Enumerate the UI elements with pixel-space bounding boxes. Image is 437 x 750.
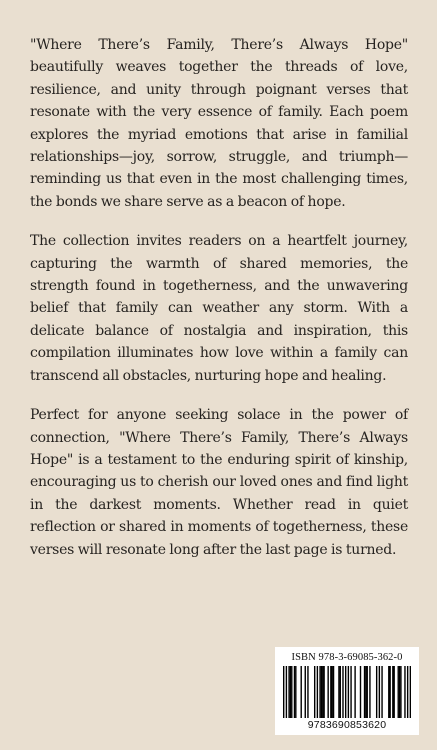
barcode-bar bbox=[354, 666, 355, 718]
isbn-number: 9783690853620 bbox=[307, 719, 387, 731]
barcode-bar bbox=[340, 666, 341, 718]
barcode-bar bbox=[350, 666, 351, 718]
barcode-bar bbox=[399, 666, 400, 718]
barcode-bar bbox=[379, 666, 380, 718]
barcode-bar bbox=[392, 666, 393, 718]
barcode-bar bbox=[317, 666, 318, 718]
barcode-bar bbox=[365, 666, 366, 718]
barcode-bar bbox=[367, 666, 368, 718]
barcode-bar bbox=[410, 666, 411, 718]
barcode-bar bbox=[388, 666, 389, 718]
barcode-bar bbox=[288, 666, 289, 718]
barcode-bar bbox=[283, 666, 284, 718]
barcode-bar bbox=[348, 666, 349, 718]
barcode-bar bbox=[404, 666, 405, 718]
blurb-paragraph-3: Perfect for anyone seeking solace in the power of connection, "Where There’s Family, There’s Always Hope" is a testament to the enduring spirit of kinship, encouraging us to cherish our loved ones and find light in the darkest moments. Whether read in quiet reflection or shared in moments of togetherness, these verses will resonate long after the last page is turned. bbox=[30, 407, 408, 558]
barcode-bar bbox=[330, 666, 331, 718]
barcode-bar bbox=[333, 666, 334, 718]
barcode-bar bbox=[307, 666, 308, 718]
barcode-bar bbox=[398, 666, 399, 718]
barcode-bar bbox=[294, 666, 295, 718]
back-cover-blurb bbox=[30, 34, 408, 561]
blurb-paragraph-1: "Where There’s Family, There’s Always Hope" beautifully weaves together the threads of love, resilience, and unity through poignant verses that resonate with the very essence of family. Each poem explores the myriad emotions that arise in familial relationships—joy, sorrow, struggle, and triumph—reminding us that even in the most challenging times, the bonds we share serve as a beacon of hope. bbox=[30, 37, 408, 210]
barcode-bar bbox=[305, 666, 306, 718]
barcode-bar bbox=[301, 666, 302, 718]
isbn-barcode-box bbox=[275, 647, 419, 735]
barcode-bar bbox=[364, 666, 365, 718]
barcode-bar bbox=[376, 666, 377, 718]
barcode-bar bbox=[393, 666, 394, 718]
barcode-bar bbox=[389, 666, 390, 718]
barcode-bar bbox=[295, 666, 296, 718]
barcode-bar bbox=[291, 666, 292, 718]
barcode-bar bbox=[321, 666, 322, 718]
barcode-bar bbox=[381, 666, 382, 718]
barcode-bar bbox=[327, 666, 328, 718]
barcode-bar bbox=[286, 666, 287, 718]
barcode-bar bbox=[323, 666, 324, 718]
barcode-bar bbox=[407, 666, 408, 718]
barcode-bar bbox=[332, 666, 333, 718]
barcode-bar bbox=[338, 666, 339, 718]
barcode-bar bbox=[290, 666, 291, 718]
blurb-paragraph-2: The collection invites readers on a heartfelt journey, capturing the warmth of shared memories, the strength found in togetherness, and the unwavering belief that family can weather any storm. With a delicate balance of nostalgia and inspiration, this compilation illuminates how love within a family can transcend all obstacles, nurturing hope and healing. bbox=[30, 233, 408, 384]
barcode-bar bbox=[314, 666, 315, 718]
barcode-bar bbox=[345, 666, 346, 718]
barcode-bar bbox=[342, 666, 343, 718]
barcode-bar bbox=[360, 666, 361, 718]
barcode-icon bbox=[283, 666, 411, 718]
barcode-bar bbox=[322, 666, 323, 718]
barcode-bar bbox=[400, 666, 401, 718]
barcode-bar bbox=[319, 666, 320, 718]
isbn-label: ISBN 978-3-69085-362-0 bbox=[291, 652, 403, 663]
barcode-bar bbox=[369, 666, 370, 718]
